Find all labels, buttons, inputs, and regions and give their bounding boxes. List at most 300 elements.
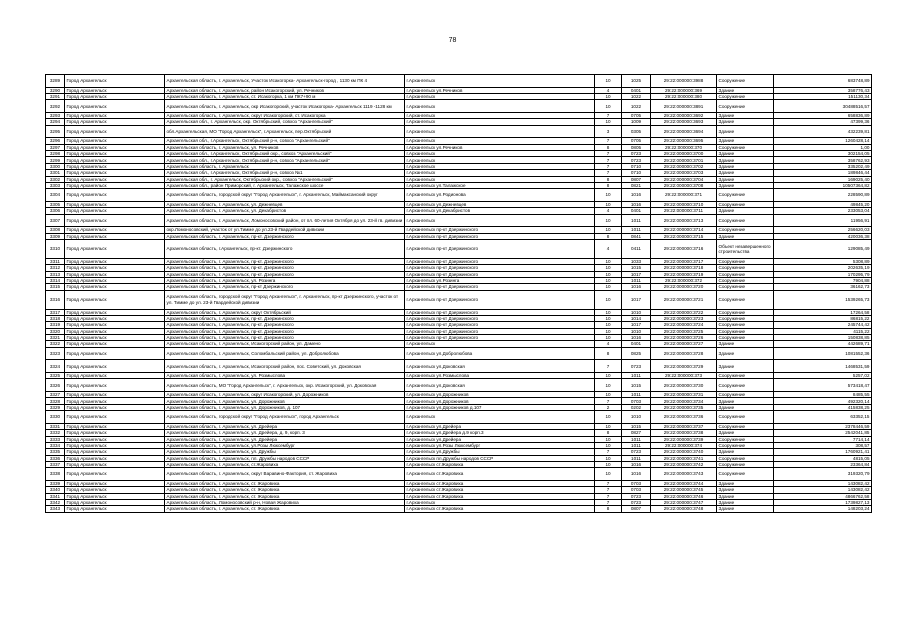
row-number-cell: 3294: [46, 119, 65, 125]
table-row: [46, 411, 872, 424]
type-code-cell: 1017: [622, 322, 651, 328]
location-cell: Архангельская область, г. Архангельск, ул.Розы Люксембург: [165, 442, 405, 448]
row-number-cell: 3339: [46, 480, 65, 486]
table-row: [46, 75, 872, 88]
location-cell: Архангельская область, г. Архангельск, ул. Дежневцев: [165, 201, 405, 207]
class-code-cell: 10: [595, 316, 622, 322]
location-cell: Архангельская обл., г.Архангельск, Октябрьский окр., совхоз "Архангельский": [165, 151, 405, 157]
municipality-cell: Город Архангельск: [65, 436, 165, 442]
cadastral-number-cell: 29:22:000000:370: [651, 144, 717, 150]
address-cell: г.Архангельск: [405, 411, 595, 424]
location-cell: Архангельская обл., район Приморский, г. Архангельск, Талажское шоссе: [165, 182, 405, 188]
object-type-cell: Сооружение: [717, 265, 774, 271]
cadastral-value-cell: 4115,22: [774, 328, 872, 334]
class-code-cell: 10: [595, 373, 622, 379]
municipality-cell: Город Архангельск: [65, 239, 165, 258]
type-code-cell: 0723: [622, 499, 651, 505]
location-cell: Архангельская область, г. Архангельск, пр-кт Дзержинского: [165, 284, 405, 290]
class-code-cell: 10: [595, 290, 622, 309]
class-code-cell: 4: [595, 208, 622, 214]
object-type-cell: Здание: [717, 480, 774, 486]
row-number-cell: 3326: [46, 379, 65, 392]
type-code-cell: 1011: [622, 373, 651, 379]
class-code-cell: 8: [595, 182, 622, 188]
property-table: [45, 74, 872, 513]
row-number-cell: 3314: [46, 277, 65, 283]
cadastral-value-cell: 150838,85: [774, 335, 872, 341]
object-type-cell: Сооружение: [717, 290, 774, 309]
address-cell: г.Архангельск пр-кт Дзержинского: [405, 227, 595, 233]
cadastral-value-cell: 4815,05: [774, 455, 872, 461]
municipality-cell: Город Архангельск: [65, 157, 165, 163]
cadastral-number-cell: 29:22:000000:3726: [651, 335, 717, 341]
object-type-cell: Сооружение: [717, 100, 774, 113]
cadastral-number-cell: 29:22:000000:3746: [651, 493, 717, 499]
table-row: [46, 379, 872, 392]
type-code-cell: 1011: [622, 392, 651, 398]
location-cell: Архангельская область, г. Архангельск, пр-кт. Дзержинского: [165, 271, 405, 277]
address-cell: г.Архангельск ул.Дорожников: [405, 398, 595, 404]
type-code-cell: 0305: [622, 125, 651, 138]
class-code-cell: 10: [595, 284, 622, 290]
cadastral-value-cell: 1260428,14: [774, 138, 872, 144]
object-type-cell: Сооружение: [717, 442, 774, 448]
object-type-cell: Здание: [717, 398, 774, 404]
type-code-cell: 1016: [622, 335, 651, 341]
municipality-cell: Город Архангельск: [65, 189, 165, 202]
type-code-cell: 1033: [622, 258, 651, 264]
object-type-cell: Здание: [717, 404, 774, 410]
class-code-cell: 4: [595, 239, 622, 258]
address-cell: г.Архангельск: [405, 214, 595, 227]
type-code-cell: 0723: [622, 151, 651, 157]
type-code-cell: 1011: [622, 455, 651, 461]
address-cell: г.Архангельск ул.Дежневцев: [405, 201, 595, 207]
cadastral-number-cell: 29:22:000000:3717: [651, 258, 717, 264]
address-cell: г.Архангельск: [405, 151, 595, 157]
location-cell: Архангельская область, г. Архангельск, Ломоносовский район, от пл. 60-летия Октября до ул. 23-й гв. дивизии: [165, 214, 405, 227]
municipality-cell: Город Архангельск: [65, 461, 165, 467]
cadastral-number-cell: 29:22:000000:3724: [651, 322, 717, 328]
municipality-cell: Город Архангельск: [65, 125, 165, 138]
cadastral-number-cell: 29:22:000000:3710: [651, 201, 717, 207]
type-code-cell: 0841: [622, 233, 651, 239]
object-type-cell: Сооружение: [717, 335, 774, 341]
municipality-cell: Город Архангельск: [65, 411, 165, 424]
cadastral-value-cell: 151130,34: [774, 94, 872, 100]
cadastral-number-cell: 29:22:000000:380: [651, 94, 717, 100]
class-code-cell: 10: [595, 75, 622, 88]
class-code-cell: 10: [595, 322, 622, 328]
class-code-cell: 7: [595, 113, 622, 119]
cadastral-number-cell: 29:22:000000:3722: [651, 309, 717, 315]
object-type-cell: Сооружение: [717, 423, 774, 429]
table-row: [46, 125, 872, 138]
type-code-cell: 1025: [622, 75, 651, 88]
municipality-cell: Город Архангельск: [65, 392, 165, 398]
location-cell: Архангельская область, г. Архангельск, пр-кт. Дзержинского: [165, 316, 405, 322]
row-number-cell: 3296: [46, 138, 65, 144]
cadastral-number-cell: 29:22:000000:3736: [651, 411, 717, 424]
municipality-cell: Город Архангельск: [65, 347, 165, 360]
table-row: [46, 214, 872, 227]
type-code-cell: 0723: [622, 449, 651, 455]
location-cell: Архангельская область, г. Архангельск, пр-кт. Дзержинского: [165, 322, 405, 328]
cadastral-value-cell: 573418,47: [774, 379, 872, 392]
address-cell: г.Архангельск: [405, 113, 595, 119]
cadastral-number-cell: 29:22:000000:3714: [651, 227, 717, 233]
table-row: [46, 360, 872, 373]
address-cell: г.Архангельск ул.Родионова: [405, 189, 595, 202]
address-cell: г.Архангельск ул.Речников: [405, 87, 595, 93]
object-type-cell: Здание: [717, 233, 774, 239]
class-code-cell: 10: [595, 461, 622, 467]
cadastral-number-cell: 29:22:000000:3988: [651, 75, 717, 88]
type-code-cell: 0710: [622, 163, 651, 169]
address-cell: г.Архангельск пр-кт Дзержинского: [405, 290, 595, 309]
row-number-cell: 3329: [46, 404, 65, 410]
row-number-cell: 3330: [46, 411, 65, 424]
type-code-cell: 1022: [622, 94, 651, 100]
row-number-cell: 3315: [46, 284, 65, 290]
row-number-cell: 3308: [46, 227, 65, 233]
cadastral-value-cell: 442689,71: [774, 341, 872, 347]
class-code-cell: 10: [595, 379, 622, 392]
row-number-cell: 3298: [46, 151, 65, 157]
cadastral-value-cell: 308,57: [774, 442, 872, 448]
table-row: [46, 100, 872, 113]
location-cell: Архангельская область, Ломоносовский р-н, Новая Жаровиха: [165, 499, 405, 505]
municipality-cell: Город Архангельск: [65, 398, 165, 404]
class-code-cell: 8: [595, 176, 622, 182]
object-type-cell: Здание: [717, 138, 774, 144]
table-row: [46, 239, 872, 258]
cadastral-number-cell: 29:22:000000:3738: [651, 430, 717, 436]
municipality-cell: Город Архангельск: [65, 151, 165, 157]
cadastral-value-cell: 86815,22: [774, 316, 872, 322]
object-type-cell: Сооружение: [717, 227, 774, 233]
object-type-cell: Объект незавершенного строительства: [717, 239, 774, 258]
municipality-cell: Город Архангельск: [65, 94, 165, 100]
row-number-cell: 3335: [46, 449, 65, 455]
location-cell: Архангельская область, г. Архангельск, Исакогорский район, пос. Советский, ул. Доковская: [165, 360, 405, 373]
class-code-cell: 10: [595, 442, 622, 448]
type-code-cell: 1011: [622, 442, 651, 448]
address-cell: г.Архангельск пр-кт Дзержинского: [405, 309, 595, 315]
row-number-cell: 3336: [46, 455, 65, 461]
address-cell: г.Архангельск ст.Жаровиха: [405, 480, 595, 486]
municipality-cell: Город Архангельск: [65, 309, 165, 315]
object-type-cell: Сооружение: [717, 201, 774, 207]
cadastral-number-cell: 29:22:000000:3730: [651, 379, 717, 392]
type-code-cell: 1022: [622, 100, 651, 113]
location-cell: Архангельская область, г. Архангельск, ул. Розинга: [165, 277, 405, 283]
location-cell: Архангельская область, г. Архангельск: [165, 163, 405, 169]
cadastral-value-cell: 233053,04: [774, 208, 872, 214]
object-type-cell: Здание: [717, 506, 774, 512]
address-cell: г.Архангельск ст.Жаровиха: [405, 487, 595, 493]
cadastral-value-cell: 129085,49: [774, 239, 872, 258]
type-code-cell: 0705: [622, 113, 651, 119]
type-code-cell: 1010: [622, 411, 651, 424]
cadastral-value-cell: 302154,05: [774, 151, 872, 157]
row-number-cell: 3340: [46, 487, 65, 493]
location-cell: Архангельская область, г. Архангельск, ул. Декабристов: [165, 208, 405, 214]
municipality-cell: Город Архангельск: [65, 214, 165, 227]
cadastral-value-cell: 245744,42: [774, 322, 872, 328]
type-code-cell: 0710: [622, 170, 651, 176]
object-type-cell: Здание: [717, 176, 774, 182]
address-cell: г.Архангельск: [405, 499, 595, 505]
class-code-cell: 10: [595, 411, 622, 424]
object-type-cell: Сооружение: [717, 436, 774, 442]
municipality-cell: Город Архангельск: [65, 487, 165, 493]
row-number-cell: 3325: [46, 373, 65, 379]
row-number-cell: 3289: [46, 75, 65, 88]
class-code-cell: 10: [595, 335, 622, 341]
row-number-cell: 3290: [46, 87, 65, 93]
cadastral-number-cell: 29:22:000000:3741: [651, 455, 717, 461]
cadastral-value-cell: 47399,36: [774, 119, 872, 125]
cadastral-value-cell: 189846,44: [774, 170, 872, 176]
cadastral-number-cell: 29:22:000000:373: [651, 373, 717, 379]
cadastral-value-cell: 1760921,41: [774, 449, 872, 455]
object-type-cell: Сооружение: [717, 309, 774, 315]
location-cell: Архангельская область, г. Архангельск, пр-кт. Дзержинского: [165, 265, 405, 271]
cadastral-number-cell: 29:22:000000:3742: [651, 461, 717, 467]
municipality-cell: Город Архангельск: [65, 277, 165, 283]
cadastral-number-cell: 29:22:000000:3743: [651, 468, 717, 481]
cadastral-value-cell: 7904,88: [774, 277, 872, 283]
row-number-cell: 3328: [46, 398, 65, 404]
cadastral-value-cell: 420036,38: [774, 233, 872, 239]
object-type-cell: Сооружение: [717, 75, 774, 88]
page-number: 78: [448, 37, 457, 44]
location-cell: Архангельская область, г. Архангельск, ул. Дорожников: [165, 398, 405, 404]
cadastral-number-cell: 29:22:000000:3740: [651, 449, 717, 455]
class-code-cell: 7: [595, 163, 622, 169]
municipality-cell: Город Архангельск: [65, 163, 165, 169]
cadastral-number-cell: 29:22:000000:3734: [651, 398, 717, 404]
row-number-cell: 3319: [46, 322, 65, 328]
row-number-cell: 3318: [46, 316, 65, 322]
cadastral-number-cell: 29:22:000000:3711: [651, 208, 717, 214]
type-code-cell: 1016: [622, 468, 651, 481]
municipality-cell: Город Архангельск: [65, 87, 165, 93]
municipality-cell: Город Архангельск: [65, 316, 165, 322]
cadastral-number-cell: 29:22:000000:369: [651, 87, 717, 93]
row-number-cell: 3332: [46, 430, 65, 436]
class-code-cell: 10: [595, 227, 622, 233]
cadastral-value-cell: 148203,24: [774, 506, 872, 512]
table-row: [46, 468, 872, 481]
cadastral-number-cell: 29:22:000000:3700: [651, 151, 717, 157]
municipality-cell: Город Архангельск: [65, 208, 165, 214]
location-cell: Архангельская обл., г. Архангельск, окр. Октябрьский, совхоз "Архангельский": [165, 119, 405, 125]
address-cell: г.Архангельск пр-кт Дзержинского: [405, 328, 595, 334]
location-cell: Архангельская область, г. Архангельск, Участок Исакогорка- Архангельск-город , 1130 км ПК 4: [165, 75, 405, 88]
cadastral-value-cell: 683748,89: [774, 75, 872, 88]
address-cell: г.Архангельск: [405, 176, 595, 182]
cadastral-number-cell: 29:22:000000:3735: [651, 404, 717, 410]
row-number-cell: 3343: [46, 506, 65, 512]
object-type-cell: Здание: [717, 157, 774, 163]
location-cell: Архангельская область, городской округ "Город Архангельск", город Архангельск: [165, 411, 405, 424]
type-code-cell: 1015: [622, 265, 651, 271]
type-code-cell: 0723: [622, 157, 651, 163]
cadastral-value-cell: 1739827,13: [774, 499, 872, 505]
municipality-cell: Город Архангельск: [65, 290, 165, 309]
location-cell: Архангельская область, г. Архангельск, ст. Жаровиха: [165, 480, 405, 486]
cadastral-value-cell: 2378446,59: [774, 423, 872, 429]
cadastral-number-cell: 29:22:000000:3703: [651, 170, 717, 176]
location-cell: Архангельская область, МО "Город Архангельск", г. Архангельск, окр. Исакогорский, ул. Доковская: [165, 379, 405, 392]
class-code-cell: 10: [595, 436, 622, 442]
row-number-cell: 3333: [46, 436, 65, 442]
cadastral-number-cell: 29:22:000000:372: [651, 277, 717, 283]
type-code-cell: 0411: [622, 239, 651, 258]
type-code-cell: 1011: [622, 277, 651, 283]
cadastral-value-cell: 23364,84: [774, 461, 872, 467]
cadastral-value-cell: 143082,42: [774, 480, 872, 486]
address-cell: г.Архангельск: [405, 157, 595, 163]
location-cell: Архангельская область, г. Архангельск, ул. Дрейера: [165, 436, 405, 442]
municipality-cell: Город Архангельск: [65, 404, 165, 410]
row-number-cell: 3316: [46, 290, 65, 309]
municipality-cell: Город Архангельск: [65, 328, 165, 334]
address-cell: г.Архангельск ул.Розинга: [405, 277, 595, 283]
table-row: [46, 290, 872, 309]
object-type-cell: Здание: [717, 347, 774, 360]
cadastral-number-cell: 29:22:000000:3723: [651, 316, 717, 322]
object-type-cell: Сооружение: [717, 214, 774, 227]
class-code-cell: 7: [595, 499, 622, 505]
municipality-cell: Город Архангельск: [65, 442, 165, 448]
row-number-cell: 3301: [46, 170, 65, 176]
object-type-cell: Сооружение: [717, 392, 774, 398]
row-number-cell: 3337: [46, 461, 65, 467]
object-type-cell: Сооружение: [717, 468, 774, 481]
municipality-cell: Город Архангельск: [65, 506, 165, 512]
address-cell: г.Архангельск ст.Жаровиха: [405, 468, 595, 481]
row-number-cell: 3342: [46, 499, 65, 505]
row-number-cell: 3307: [46, 214, 65, 227]
object-type-cell: Здание: [717, 493, 774, 499]
cadastral-value-cell: 1468531,59: [774, 360, 872, 373]
location-cell: Архангельская обл., г. Архангельск, Октябрьский окр., совхоз "Архангельский": [165, 176, 405, 182]
municipality-cell: Город Архангельск: [65, 182, 165, 188]
location-cell: Архангельская область, г. Архангельск, ул. Дрейера, д. 9, корп. 3: [165, 430, 405, 436]
cadastral-value-cell: 358762,93: [774, 157, 872, 163]
cadastral-number-cell: 29:22:000000:3692: [651, 113, 717, 119]
cadastral-number-cell: 29:22:000000:3739: [651, 436, 717, 442]
class-code-cell: 7: [595, 151, 622, 157]
municipality-cell: Город Архангельск: [65, 480, 165, 486]
object-type-cell: Сооружение: [717, 461, 774, 467]
type-code-cell: 1010: [622, 328, 651, 334]
location-cell: Архангельская область, г. Архангельск, пр-кт. Дзержинского: [165, 233, 405, 239]
class-code-cell: 8: [595, 144, 622, 150]
municipality-cell: Город Архангельск: [65, 201, 165, 207]
address-cell: г.Архангельск ул.Доковская: [405, 360, 595, 373]
row-number-cell: 3305: [46, 201, 65, 207]
object-type-cell: Здание: [717, 487, 774, 493]
cadastral-number-cell: 29:22:000000:3694: [651, 125, 717, 138]
row-number-cell: 3331: [46, 423, 65, 429]
class-code-cell: 10: [595, 309, 622, 315]
class-code-cell: 8: [595, 233, 622, 239]
type-code-cell: 1011: [622, 436, 651, 442]
cadastral-value-cell: 2542041,85: [774, 430, 872, 436]
location-cell: Архангельская область, г. Архангельск, Исакогорский район, ул. Дамено: [165, 341, 405, 347]
cadastral-number-cell: 29:22:000000:374: [651, 442, 717, 448]
address-cell: г.Архангельск пр-кт Дзержинского: [405, 322, 595, 328]
object-type-cell: Здание: [717, 499, 774, 505]
type-code-cell: 0821: [622, 182, 651, 188]
municipality-cell: Город Архангельск: [65, 341, 165, 347]
type-code-cell: 0401: [622, 87, 651, 93]
class-code-cell: 7: [595, 138, 622, 144]
location-cell: Архангельская обл., г.Архангельск, Октябрьский р-н, совхоз №1: [165, 170, 405, 176]
municipality-cell: Город Архангельск: [65, 119, 165, 125]
row-number-cell: 3295: [46, 125, 65, 138]
cadastral-number-cell: 29:22:000000:3693: [651, 119, 717, 125]
row-number-cell: 3324: [46, 360, 65, 373]
type-code-cell: 0827: [622, 430, 651, 436]
class-code-cell: 2: [595, 404, 622, 410]
cadastral-number-cell: 29:22:000000:3713: [651, 214, 717, 227]
municipality-cell: Город Архангельск: [65, 170, 165, 176]
object-type-cell: Сооружение: [717, 94, 774, 100]
cadastral-number-cell: 29:22:000000:3725: [651, 328, 717, 334]
object-type-cell: Сооружение: [717, 411, 774, 424]
cadastral-value-cell: 11956,91: [774, 214, 872, 227]
cadastral-value-cell: 319320,79: [774, 468, 872, 481]
object-type-cell: Здание: [717, 151, 774, 157]
class-code-cell: 4: [595, 87, 622, 93]
location-cell: Архангельская область, г. Архангельск, ул. Розмыслова: [165, 373, 405, 379]
object-type-cell: Сооружение: [717, 277, 774, 283]
cadastral-number-cell: 29:22:000000:3720: [651, 284, 717, 290]
object-type-cell: Здание: [717, 119, 774, 125]
cadastral-number-cell: 29:22:000000:3737: [651, 423, 717, 429]
location-cell: Архангельская область, г. Архангельск, округ Варавино-Фактория, ст. Жаровиха: [165, 468, 405, 481]
class-code-cell: 10: [595, 201, 622, 207]
row-number-cell: 3322: [46, 341, 65, 347]
municipality-cell: Город Архангельск: [65, 468, 165, 481]
cadastral-value-cell: 358776,43: [774, 87, 872, 93]
cadastral-value-cell: 415838,25: [774, 404, 872, 410]
class-code-cell: 8: [595, 506, 622, 512]
address-cell: г.Архангельск ул.Розмыслова: [405, 373, 595, 379]
cadastral-value-cell: 49845,20: [774, 201, 872, 207]
cadastral-value-cell: 228590,89: [774, 189, 872, 202]
type-code-cell: 0805: [622, 144, 651, 150]
row-number-cell: 3291: [46, 94, 65, 100]
address-cell: г.Архангельск ул.Дрейера: [405, 423, 595, 429]
object-type-cell: Сооружение: [717, 271, 774, 277]
location-cell: Архангельская область, г. Архангельск, ст. Исакогорка, 1 км ПК7+90 м: [165, 94, 405, 100]
municipality-cell: Город Архангельск: [65, 227, 165, 233]
location-cell: Архангельская область, г. Архангельск, пр-кт. Дзержинского: [165, 335, 405, 341]
type-code-cell: 1015: [622, 379, 651, 392]
cadastral-number-cell: 29:22:000000:3744: [651, 480, 717, 486]
municipality-cell: Город Архангельск: [65, 449, 165, 455]
type-code-cell: 1016: [622, 201, 651, 207]
class-code-cell: 10: [595, 189, 622, 202]
address-cell: г.Архангельск: [405, 119, 595, 125]
address-cell: г.Архангельск: [405, 163, 595, 169]
